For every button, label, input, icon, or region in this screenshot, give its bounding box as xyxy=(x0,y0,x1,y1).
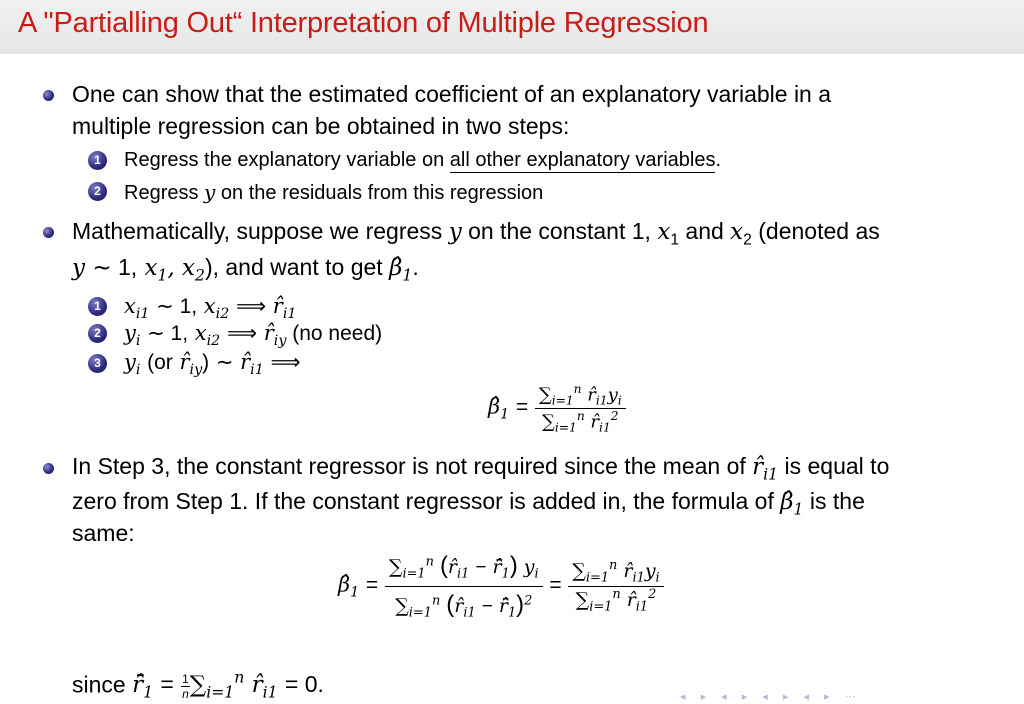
b3-line2-end: is the xyxy=(809,488,865,514)
bullet-1-step-2 xyxy=(124,180,543,205)
b2-var-x1-sub: 1 xyxy=(670,231,680,249)
r-hat-i1: $r̂_{i1}$ xyxy=(752,454,779,484)
bullet-2-step-2-number: 2 xyxy=(88,324,107,343)
step-1-period: . xyxy=(715,149,722,171)
bullet-2-line-1 xyxy=(72,218,880,249)
beta1-hat: $\betâ_1$ xyxy=(389,255,413,285)
bullet-2-step-1-expr: $x_{i1}$ ∼ 1, $x_{i2}$ ⟹ $r̂_{i1}$ xyxy=(124,294,297,322)
bullet-2-step-1-number: 1 xyxy=(88,297,107,316)
b2-var-x2: x xyxy=(730,219,744,245)
since-text: since xyxy=(72,671,126,698)
bullet-1-line-2: multiple regression can be obtained in two steps: xyxy=(72,113,570,139)
b2-text-c: and xyxy=(679,218,731,244)
model-expression: y ∼ 1, $x_1$, $x_2$ xyxy=(72,254,205,285)
slide-title-bar xyxy=(0,0,1024,54)
b2-line2-end: . xyxy=(412,254,419,280)
beta1-formula-centered: $\betâ_1$ = $\frac{\sum_{i=1}^n (r̂_{i1} - r̄̂_1) y_i}{\sum_{i=1}^n (r̂_{i1} - r̄̂_1)^2}$ = $\frac{\sum_{i=1}^n r̂_{i1}y_i}{\sum_{i=1}^n r̂_{i1}^2}$ xyxy=(338,552,664,620)
step-1-underlined-text: all other explanatory variables xyxy=(449,149,716,171)
slide-title: A "Partialling Out“ Interpretation of Multiple Regression xyxy=(18,7,709,39)
bullet-2-step-2 xyxy=(124,321,382,349)
beamer-navigation-icons[interactable]: ◂ ▸ ◂ ▸ ◂ ▸ ◂ ▸ ⋯ xyxy=(680,691,862,703)
b2-var-x2-sub: 2 xyxy=(743,231,752,249)
bullet-1-marker xyxy=(43,90,54,101)
step-2-note: (no need) xyxy=(286,322,383,345)
bullet-3-line-1 xyxy=(72,453,889,483)
bullet-3-line-2 xyxy=(72,488,865,518)
b2-var-x1: x xyxy=(657,219,671,245)
bullet-2-marker xyxy=(43,227,54,238)
b2-var-y: y xyxy=(448,219,462,245)
bullet-2-step-3-number: 3 xyxy=(88,354,107,373)
b2-text-a: Mathematically, suppose we regress xyxy=(72,218,449,244)
step-2-text-b: on the residuals from this regression xyxy=(215,182,544,204)
bullet-1-step-2-number: 2 xyxy=(88,182,107,201)
step-2-text-a: Regress xyxy=(124,182,205,204)
bullet-3-marker xyxy=(43,463,54,474)
beta1-formula-step3: $\betâ_1$ = $\frac{\sum_{i=1}^n r̂_{i1}y_i}{\sum_{i=1}^n r̂_{i1}^2}$ xyxy=(488,382,626,434)
beta1-hat-inline: $\betâ_1$ xyxy=(780,489,804,519)
bullet-2-step-3-expr: $y_i$ (or $r̂_{iy}$) ∼ $r̂_{i1}$ ⟹ xyxy=(124,350,301,378)
step-2-var: y xyxy=(204,180,216,204)
bullet-1-line-1: One can show that the estimated coefficient of an explanatory variable in a xyxy=(72,81,832,107)
bullet-3-line-3: same: xyxy=(72,520,135,546)
mean-r-equation: $r̄̂_1$ = $\frac{1}{n}$ $\sum_{i=1}^n$ $r̂_{i1} = 0$. xyxy=(132,668,324,702)
since-line xyxy=(72,668,324,702)
b3-line1-text: In Step 3, the constant regressor is not required since the mean of xyxy=(72,453,746,479)
b2-line2-text: ), and want to get xyxy=(204,254,390,280)
step-2-expr: $y_i$ ∼ 1, $x_{i2}$ ⟹ $r̂_{iy}$ xyxy=(124,321,287,349)
b3-line2-text: zero from Step 1. If the constant regressor is added in, the formula of xyxy=(72,488,774,514)
b2-text-d: (denoted as xyxy=(751,218,880,244)
b3-line1-end: is equal to xyxy=(784,453,890,479)
b2-text-b: on the constant 1, xyxy=(461,218,658,244)
bullet-1-step-1-number: 1 xyxy=(88,151,107,170)
bullet-1-step-1 xyxy=(124,149,721,172)
step-1-text: Regress the explanatory variable on xyxy=(124,149,450,171)
bullet-2-line-2 xyxy=(72,254,419,284)
